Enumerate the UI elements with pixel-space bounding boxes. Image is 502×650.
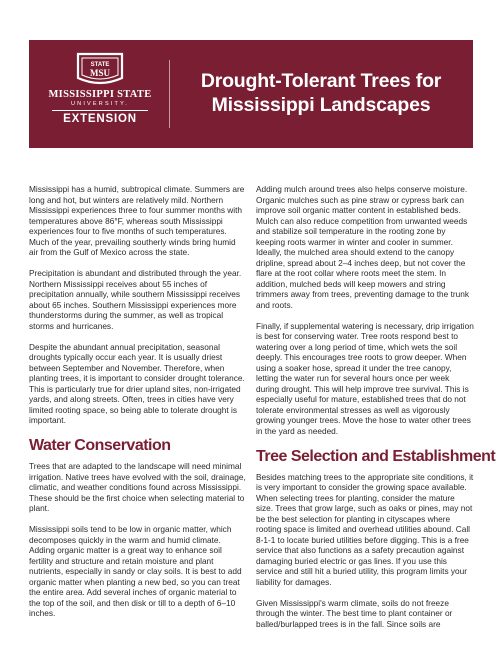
paragraph-mulch: Adding mulch around trees also helps conserve moisture. Organic mulches such as pine straw or cypress bark can improve soil organic matter content in established beds. Mulch can also reduce competition from unwanted weeds and stabilize soil temperature in the rooting zone by keeping roots warmer in winter and cooler in summer. Ideally, the mulched area should extend to the canopy dripline, spread about 2–4 inches deep, but not cover the flare at the root collar where roots meet the stem. In addition, mulched beds will keep mowers and string trimmers away from trees, preventing damage to the trunk and roots. (256, 184, 470, 310)
paragraph-drought: Despite the abundant annual precipitation, seasonal droughts typically occur each year. It is usually driest between September and November. Therefore, when planting trees, it is important to consider drought tolerance. This is particularly true for drier upland sites, non-irrigated yards, and along streets. Often, trees in cities have very limited rooting space, so being able to tolerate drought is important. (29, 341, 245, 425)
state-seal-icon (74, 48, 126, 88)
paragraph-organic-matter: Mississippi soils tend to be low in organic matter, which decomposes quickly in the warm and humid climate. Adding organic matter is a great way to enhance soil fertility and structure and retain moisture and plant nutrients, especially in sandy or clay soils. It is best to add organic matter when planting a new bed, so you can treat the entire area. Add several inches of organic material to the top of the soil, and then disk or till to a depth of 6–10 inches. (29, 524, 242, 618)
seal-text-mid: MSU (90, 68, 110, 78)
logo-extension: EXTENSION (63, 113, 137, 125)
paragraph-climate: Mississippi has a humid, subtropical climate. Summers are long and hot, but winters are relatively mild. Northern Mississippi experiences three to four summer months with temperatures above 86°F, whereas south Mississippi experiences four to five months of such temperatures. Much of the year, prevailing southerly winds bring humid air from the Gulf of Mexico across the state. (29, 184, 245, 257)
left-column (29, 184, 247, 629)
page-title (179, 69, 463, 117)
heading-tree-selection: Tree Selection and Establishment (256, 447, 496, 465)
paragraph-irrigation: Finally, if supplemental watering is necessary, drip irrigation is best for conserving water. Tree roots respond best to watering over a long period of time, which wets the soil deeply. This encourages tree roots to grow deeper. When using a soaker hose, spread it under the tree canopy, letting the water run for several hours once per week during drought. This will help improve tree survival. This is especially useful for mature, established trees that do not tolerate environmental stresses as well as vigorously growing younger trees. Move the hose to water other trees in the yard as needed. (256, 320, 474, 436)
seal-text-top: STATE (90, 62, 110, 68)
logo-university-word: UNIVERSITY. (70, 101, 130, 107)
right-column (256, 184, 496, 640)
msu-extension-logo (41, 48, 159, 140)
logo-university-name: MISSISSIPPI STATE (48, 89, 152, 100)
logo-divider-rule (52, 110, 148, 111)
header-banner (29, 40, 473, 148)
title-line-1: Drought-Tolerant Trees for (200, 70, 442, 92)
heading-water-conservation: Water Conservation (29, 437, 171, 454)
title-line-2: Mississippi Landscapes (211, 94, 431, 116)
paragraph-planting-time: Given Mississippi's warm climate, soils do not freeze through the winter. The best time to plant container or balled/burlapped trees is in the fall. Since soils are (256, 597, 453, 629)
paragraph-precipitation: Precipitation is abundant and distributed through the year. Northern Mississippi receives about 55 inches of precipitation annually, while southern Mississippi receives about 65 inches. Southern Mississippi experiences more thunderstorms during the summer, as well as tropical storms and hurricanes. (29, 268, 242, 331)
paragraph-growing-space: Besides matching trees to the appropriate site conditions, it is very important to consider the growing space available. When selecting trees for planting, consider the mature size. Trees that grow large, such as oaks or pines, may not be the best selection for planting in cityscapes where rooting space is limited and overhead utilities abound. Call 8-1-1 to locate buried utilities before digging. This is a free service that also functions as a safety precaution against damaging buried electric or gas lines. If you use this service and still hit a buried utility, this program limits your liability for damages. (256, 471, 474, 587)
header-divider (169, 60, 170, 128)
paragraph-native-trees: Trees that are adapted to the landscape will need minimal irrigation. Native trees have evolved with the soil, drainage, climatic, and weather conditions found across Mississippi. These should be the first choice when selecting material to plant. (29, 461, 246, 513)
